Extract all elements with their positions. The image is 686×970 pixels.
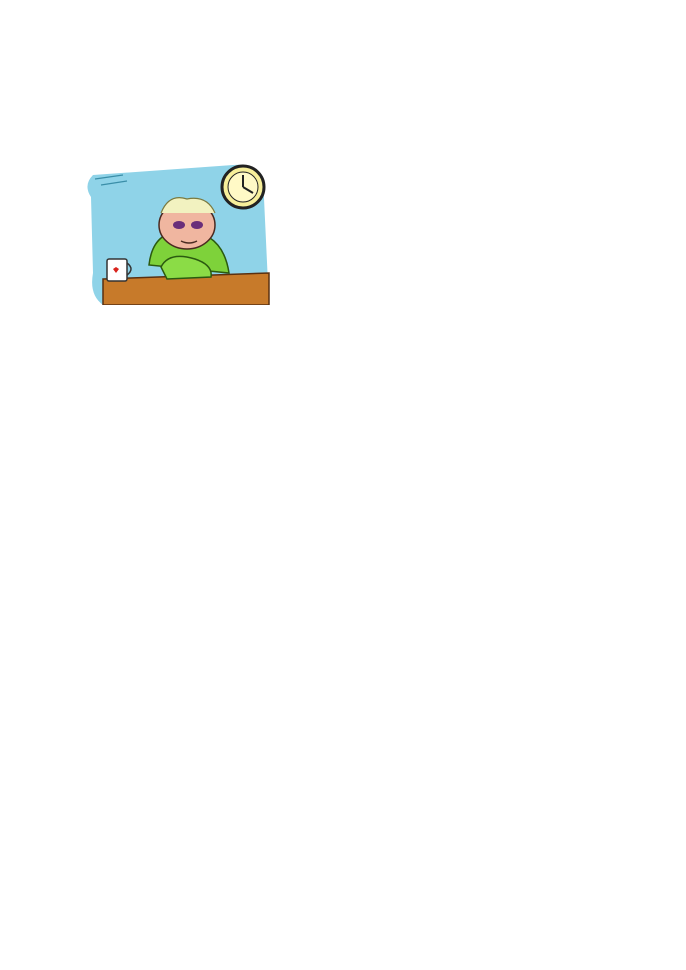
tired-man-cartoon-illustration <box>83 155 275 305</box>
story-text-block <box>83 135 605 305</box>
